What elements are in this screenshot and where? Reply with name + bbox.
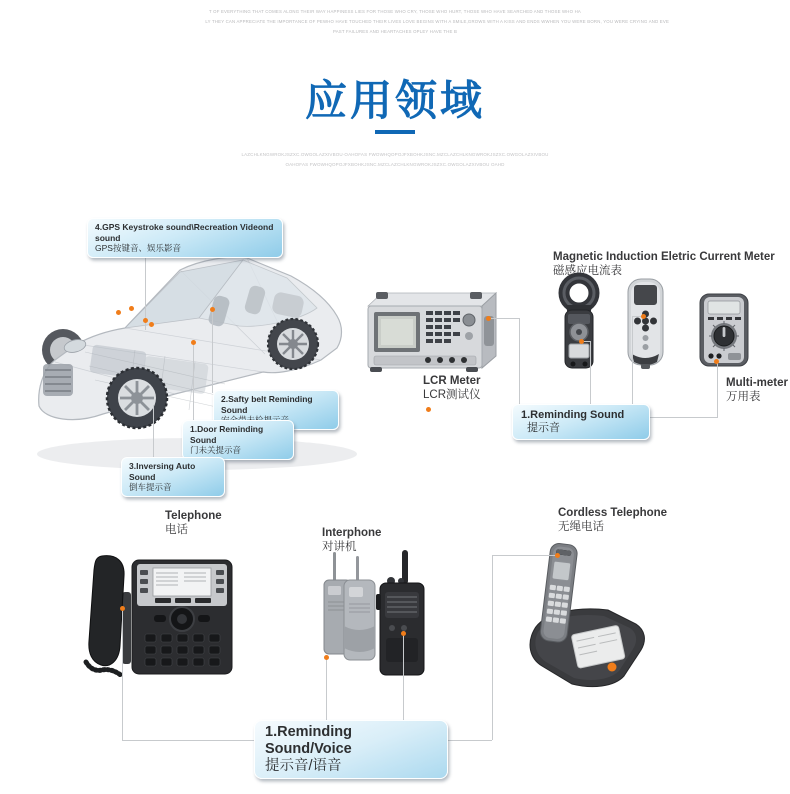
connector-line bbox=[632, 316, 633, 407]
connection-dot bbox=[324, 655, 329, 660]
callout-door-zh: 门未关提示音 bbox=[190, 445, 242, 455]
cordless-phone-illustration bbox=[512, 538, 652, 690]
label-telephone-zh: 电话 bbox=[165, 524, 188, 536]
interphone-illustration bbox=[316, 550, 431, 682]
label-telephone-en: Telephone bbox=[165, 510, 222, 522]
multimeter-illustration bbox=[698, 292, 750, 368]
callout-gps-zh: GPS按键音、娱乐影音 bbox=[95, 243, 181, 253]
callout-gps-sound bbox=[87, 218, 283, 258]
connection-dot bbox=[149, 322, 154, 327]
telephone-illustration bbox=[82, 552, 237, 684]
handheld-meter-illustration bbox=[622, 276, 670, 370]
connector-line bbox=[153, 405, 154, 460]
callout-reminding-voice-zh: 提示音/语音 bbox=[265, 758, 342, 774]
connector-line bbox=[492, 555, 493, 740]
label-lcr-meter bbox=[423, 374, 481, 402]
subtitle-line-2: OAHOFAS FWOWHQOPOJFXBOHKJSNC.MZCLAZCHLKNGWROKJSZXC.OWGOLAZXIVBOU OAHD bbox=[285, 162, 505, 167]
callout-safety-belt-en: 2.Safty belt Reminding Sound bbox=[221, 394, 313, 415]
label-magnetic-meter-en: Magnetic Induction Eletric Current Meter bbox=[553, 251, 775, 263]
connection-dot bbox=[641, 314, 646, 319]
connection-dot bbox=[191, 340, 196, 345]
connector-line bbox=[519, 318, 520, 407]
callout-door-en: 1.Door Reminding Sound bbox=[190, 424, 264, 445]
connector-line bbox=[212, 310, 213, 393]
callout-gps-en: 4.GPS Keystroke sound\Recreation Videond sound bbox=[95, 222, 274, 243]
top-fineprint-line-2: LY THEY CAN APPRECIATE THE IMPORTANCE OF PEWHO HAVE TOUCHED THEIR LIVES LOVE BEGINS WITH A SMILE,GROWS WITH A KISS AND ENDS WWHEN YOU WERE BORN, YOU WERE CRYING AND EVE bbox=[205, 19, 670, 24]
callout-reversing bbox=[121, 457, 225, 497]
connector-line bbox=[326, 658, 327, 723]
callout-reminding-voice-en: 1.Reminding Sound/Voice bbox=[265, 724, 353, 757]
connection-dot bbox=[555, 553, 560, 558]
subtitle-line-1: LAZCHLKNGWROKJSZXC.OWGOLAZXIVBOU·OAHOFAS FWOWHQOPOJFXBOHKJSNC.MZCLAZCHLKNGWROKJSZXC.OWGOLAZXIVBOU bbox=[241, 152, 549, 157]
callout-door bbox=[182, 420, 294, 460]
connection-dot bbox=[486, 316, 491, 321]
page-title: 应用领域 bbox=[304, 77, 485, 124]
connection-dot bbox=[143, 318, 148, 323]
label-cordless-telephone-zh: 无绳电话 bbox=[558, 521, 604, 533]
label-multimeter bbox=[726, 376, 788, 404]
label-interphone-en: Interphone bbox=[322, 527, 382, 539]
top-fineprint-line-1: T OF EVERYTHING THAT COMES ALONG THEIR WAY HAPPINESS LIES FOR THOSE WHO CRY, THOSE WHO HURT, THOSE WHO HAVE SEARCHED AND THOSE WHO HA bbox=[209, 9, 581, 14]
lcr-meter-illustration bbox=[362, 282, 507, 374]
connection-dot bbox=[120, 606, 125, 611]
label-interphone bbox=[322, 526, 381, 554]
label-magnetic-meter-zh: 磁感应电流表 bbox=[553, 265, 622, 277]
connection-dot bbox=[714, 359, 719, 364]
callout-reversing-zh: 倒车提示音 bbox=[129, 482, 172, 492]
connector-line bbox=[492, 555, 556, 556]
connection-dot bbox=[129, 306, 134, 311]
callout-reminding-voice bbox=[254, 720, 448, 779]
connector-line bbox=[122, 608, 123, 740]
label-cordless-telephone-en: Cordless Telephone bbox=[558, 507, 668, 519]
connection-dot bbox=[579, 339, 584, 344]
callout-reversing-en: 3.Inversing Auto Sound bbox=[129, 461, 196, 482]
connector-line bbox=[193, 343, 194, 423]
connection-dot bbox=[116, 310, 121, 315]
label-cordless-telephone bbox=[558, 506, 667, 534]
label-multimeter-en: Multi-meter bbox=[726, 377, 788, 389]
top-fineprint-line-3: PAST FAILURES AND HEARTACHES OPLEY HAVE THE B bbox=[332, 29, 458, 34]
label-lcr-meter-en: LCR Meter bbox=[423, 375, 481, 387]
callout-reminding-sound bbox=[512, 404, 650, 440]
label-magnetic-meter bbox=[553, 250, 775, 278]
callout-reminding-sound-en: 1.Reminding Sound bbox=[521, 409, 625, 421]
label-telephone bbox=[165, 509, 222, 537]
connector-line bbox=[122, 740, 255, 741]
connector-line bbox=[403, 634, 404, 723]
callout-reminding-sound-zh: 提示音 bbox=[527, 422, 560, 434]
connection-dot bbox=[210, 307, 215, 312]
connector-line bbox=[590, 341, 591, 407]
title-underline bbox=[375, 130, 415, 134]
connection-dot bbox=[401, 631, 406, 636]
connector-line bbox=[489, 318, 519, 319]
label-lcr-meter-zh: LCR测试仪 bbox=[423, 389, 481, 401]
label-multimeter-zh: 万用表 bbox=[726, 391, 761, 403]
clamp-meter-illustration bbox=[550, 272, 608, 372]
label-interphone-zh: 对讲机 bbox=[322, 541, 357, 553]
connector-line bbox=[717, 362, 718, 417]
connector-line bbox=[640, 417, 718, 418]
connection-dot bbox=[426, 407, 431, 412]
